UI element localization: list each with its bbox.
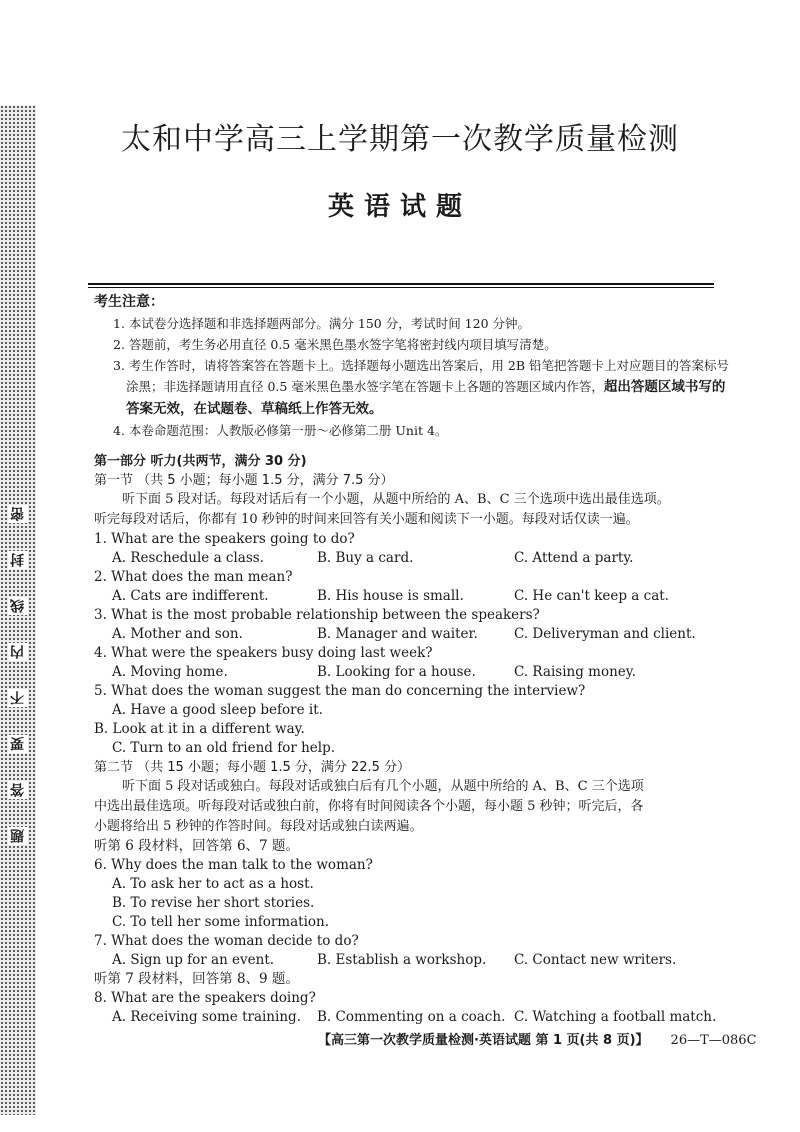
notice-section <box>94 291 734 441</box>
option-c: C. Contact new writers. <box>514 952 677 968</box>
option-b: B. Look at it in a different way. <box>94 721 305 737</box>
question-options <box>94 1008 734 1027</box>
notice-item-text: 3. 考生作答时，请将答案答在答题卡上。选择题每小题选出答案后，用 2B 铅笔把答题卡上对应题目的答案标号涂黑；非选择题请用直径 0.5 毫米黑色墨水签字笔在答题卡上各题的答题区域内作答， <box>113 358 729 394</box>
binding-char: 线 <box>10 599 26 613</box>
option-c: C. To tell her some information. <box>112 914 330 930</box>
exam-title: 太和中学高三上学期第一次教学质量检测 <box>121 122 679 157</box>
notice-heading: 考生注意： <box>94 294 164 310</box>
option-c: C. Watching a football match. <box>514 1009 717 1025</box>
option-b: B. Buy a card. <box>317 550 414 566</box>
question-stem: 5. What does the woman suggest the man do concerning the interview? <box>94 683 586 699</box>
binding-char: 要 <box>10 737 26 751</box>
question-options <box>94 549 734 568</box>
listening-section <box>94 452 734 1027</box>
binding-char: 不 <box>10 691 26 705</box>
option-b: B. Manager and waiter. <box>317 626 478 642</box>
instructions: 听下面 5 段对话。每段对话后有一个小题，从题中所给的 A、B、C 三个选项中选出最佳选项。 <box>122 492 670 507</box>
option-a: A. To ask her to act as a host. <box>112 876 314 892</box>
binding-char: 封 <box>10 553 26 567</box>
notice-item: 4. 本卷命题范围：人教版必修第一册～必修第二册 Unit 4。 <box>113 423 448 438</box>
question-stem: 7. What does the woman decide to do? <box>94 933 359 949</box>
material-note: 听第 7 段材料，回答第 8、9 题。 <box>94 971 299 987</box>
option-b: B. Establish a workshop. <box>317 952 487 968</box>
part-heading: 第一部分 听力(共两节，满分 30 分) <box>94 454 307 469</box>
binding-margin <box>0 105 36 1115</box>
question-stem: 2. What does the man mean? <box>94 569 293 585</box>
section-heading: 第一节 （共 5 小题；每小题 1.5 分，满分 7.5 分） <box>94 473 394 488</box>
section-heading: 第二节 （共 15 小题；每小题 1.5 分，满分 22.5 分） <box>94 760 411 775</box>
option-a: A. Cats are indifferent. <box>112 588 269 604</box>
question-stem: 8. What are the speakers doing? <box>94 990 316 1006</box>
material-note: 听第 6 段材料，回答第 6、7 题。 <box>94 838 299 854</box>
question-stem: 3. What is the most probable relationship between the speakers? <box>94 607 540 623</box>
exam-subtitle: 英语试题 <box>327 192 472 222</box>
footer-label: 【高三第一次教学质量检测·英语试题 第 1 页(共 8 页)】 <box>318 1033 649 1048</box>
option-a: A. Moving home. <box>112 664 228 680</box>
option-c: C. Deliveryman and client. <box>514 626 696 642</box>
binding-char: 内 <box>10 645 26 659</box>
question-options <box>94 951 734 970</box>
instructions: 听完每段对话后，你都有 10 秒钟的时间来回答有关小题和阅读下一小题。每段对话仅读一遍。 <box>94 512 639 527</box>
divider <box>88 287 714 288</box>
question-stem: 1. What are the speakers going to do? <box>94 531 355 547</box>
instructions: 中选出最佳选项。听每段对话或独白前，你将有时间阅读各个小题，每小题 5 秒钟；听完后，各 <box>94 799 644 814</box>
question-stem: 4. What were the speakers busy doing last week? <box>94 645 433 661</box>
binding-char: 密 <box>10 507 26 521</box>
notice-item: 1. 本试卷分选择题和非选择题两部分。满分 150 分，考试时间 120 分钟。 <box>113 316 531 331</box>
option-a: A. Reschedule a class. <box>112 550 265 566</box>
notice-item: 2. 答题前，考生务必用直径 0.5 毫米黑色墨水签字笔将密封线内项目填写清楚。 <box>113 337 557 352</box>
binding-char: 答 <box>10 783 26 797</box>
binding-char: 题 <box>10 829 26 843</box>
binding-labels <box>4 505 32 845</box>
instructions: 听下面 5 段对话或独白。每段对话或独白后有几个小题，从题中所给的 A、B、C 三个选项 <box>122 779 644 794</box>
instructions: 小题将给出 5 秒钟的作答时间。每段对话或独白读两遍。 <box>94 819 423 834</box>
option-a: A. Mother and son. <box>112 626 243 642</box>
question-options <box>94 625 734 644</box>
option-c: C. He can't keep a cat. <box>514 588 669 604</box>
notice-emphasis: 超出答题区域书写的答案无效，在试题卷、草稿纸上作答无效。 <box>126 379 726 417</box>
question-stem: 6. Why does the man talk to the woman? <box>94 857 373 873</box>
option-b: B. His house is small. <box>317 588 464 604</box>
question-options <box>94 663 734 682</box>
option-b: B. To revise her short stories. <box>112 895 315 911</box>
option-a: A. Sign up for an event. <box>112 952 275 968</box>
divider <box>88 283 714 285</box>
option-a: A. Have a good sleep before it. <box>112 702 323 718</box>
option-c: C. Raising money. <box>514 664 636 680</box>
option-b: B. Looking for a house. <box>317 664 476 680</box>
question-options <box>94 587 734 606</box>
footer-code: 26—T—086C <box>670 1033 757 1048</box>
notice-item <box>94 355 734 420</box>
option-c: C. Attend a party. <box>514 550 634 566</box>
page-footer <box>318 1029 757 1048</box>
option-b: B. Commenting on a coach. <box>317 1009 506 1025</box>
option-a: A. Receiving some training. <box>112 1009 301 1025</box>
option-c: C. Turn to an old friend for help. <box>112 740 336 756</box>
